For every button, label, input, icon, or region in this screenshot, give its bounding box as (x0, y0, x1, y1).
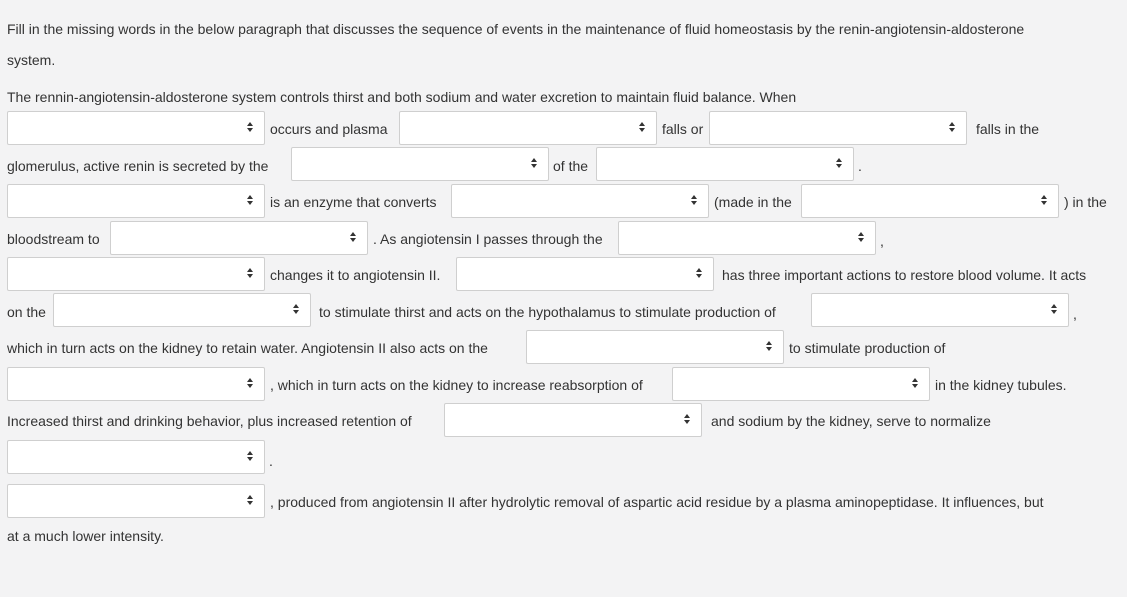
chevron-updown-icon (350, 232, 356, 244)
text-segment-21: in the kidney tubules. (935, 377, 1067, 393)
text-segment-4: glomerulus, active renin is secreted by the (7, 158, 269, 174)
blank-dropdown-10[interactable] (618, 221, 876, 255)
chevron-updown-icon (858, 232, 864, 244)
text-segment-2: falls or (662, 121, 704, 137)
text-segment-26: at a much lower intensity. (7, 528, 164, 544)
text-segment-1: occurs and plasma (270, 121, 388, 137)
text-segment-22: Increased thirst and drinking behavior, plus increased retention of (7, 413, 412, 429)
chevron-updown-icon (696, 268, 702, 280)
blank-dropdown-1[interactable] (7, 111, 265, 145)
blank-dropdown-20[interactable] (7, 484, 265, 518)
text-segment-16: to stimulate thirst and acts on the hypothalamus to stimulate production of (319, 304, 776, 320)
chevron-updown-icon (639, 122, 645, 134)
paragraph-intro: The rennin-angiotensin-aldosterone system controls thirst and both sodium and water excretion to maintain fluid balance. When (7, 89, 797, 105)
blank-dropdown-9[interactable] (110, 221, 368, 255)
chevron-updown-icon (691, 195, 697, 207)
blank-dropdown-19[interactable] (7, 440, 265, 474)
blank-dropdown-15[interactable] (526, 330, 784, 364)
text-segment-12: , (880, 233, 884, 249)
chevron-updown-icon (531, 158, 537, 170)
text-segment-10: bloodstream to (7, 231, 100, 247)
text-segment-15: on the (7, 304, 46, 320)
blank-dropdown-12[interactable] (456, 257, 714, 291)
chevron-updown-icon (684, 414, 690, 426)
text-segment-14: has three important actions to restore blood volume. It acts (722, 267, 1087, 283)
chevron-updown-icon (293, 304, 299, 316)
instructions-line-1: Fill in the missing words in the below paragraph that discusses the sequence of events in the maintenance of fluid homeostasis by the renin-angiotensin-aldosterone (7, 21, 1025, 37)
text-segment-7: is an enzyme that converts (270, 194, 437, 210)
blank-dropdown-6[interactable] (7, 184, 265, 218)
blank-dropdown-3[interactable] (709, 111, 967, 145)
chevron-updown-icon (247, 495, 253, 507)
text-segment-25: , produced from angiotensin II after hydrolytic removal of aspartic acid residue by a plasma aminopeptidase. It influences, but (270, 494, 1044, 510)
chevron-updown-icon (247, 122, 253, 134)
blank-dropdown-17[interactable] (672, 367, 930, 401)
chevron-updown-icon (949, 122, 955, 134)
blank-dropdown-13[interactable] (53, 293, 311, 327)
chevron-updown-icon (247, 268, 253, 280)
text-segment-3: falls in the (976, 121, 1040, 137)
text-segment-8: (made in the (714, 194, 792, 210)
text-segment-5: of the (553, 158, 589, 174)
chevron-updown-icon (1051, 304, 1057, 316)
text-segment-9: ) in the (1064, 194, 1107, 210)
text-segment-23: and sodium by the kidney, serve to normalize (711, 413, 991, 429)
blank-dropdown-2[interactable] (399, 111, 657, 145)
chevron-updown-icon (247, 378, 253, 390)
blank-dropdown-14[interactable] (811, 293, 1069, 327)
text-segment-17: , (1073, 306, 1077, 322)
text-segment-6: . (858, 158, 862, 174)
blank-dropdown-7[interactable] (451, 184, 709, 218)
instructions-line-2: system. (7, 52, 56, 68)
chevron-updown-icon (766, 341, 772, 353)
chevron-updown-icon (1041, 195, 1047, 207)
text-segment-13: changes it to angiotensin II. (270, 267, 441, 283)
text-segment-11: . As angiotensin I passes through the (373, 231, 603, 247)
blank-dropdown-4[interactable] (291, 147, 549, 181)
blank-dropdown-8[interactable] (801, 184, 1059, 218)
chevron-updown-icon (912, 378, 918, 390)
text-segment-19: to stimulate production of (789, 340, 946, 356)
blank-dropdown-5[interactable] (596, 147, 854, 181)
chevron-updown-icon (836, 158, 842, 170)
text-segment-24: . (269, 453, 273, 469)
chevron-updown-icon (247, 195, 253, 207)
text-segment-18: which in turn acts on the kidney to retain water. Angiotensin II also acts on the (7, 340, 488, 356)
chevron-updown-icon (247, 451, 253, 463)
text-segment-20: , which in turn acts on the kidney to increase reabsorption of (270, 377, 643, 393)
blank-dropdown-18[interactable] (444, 403, 702, 437)
blank-dropdown-16[interactable] (7, 367, 265, 401)
blank-dropdown-11[interactable] (7, 257, 265, 291)
